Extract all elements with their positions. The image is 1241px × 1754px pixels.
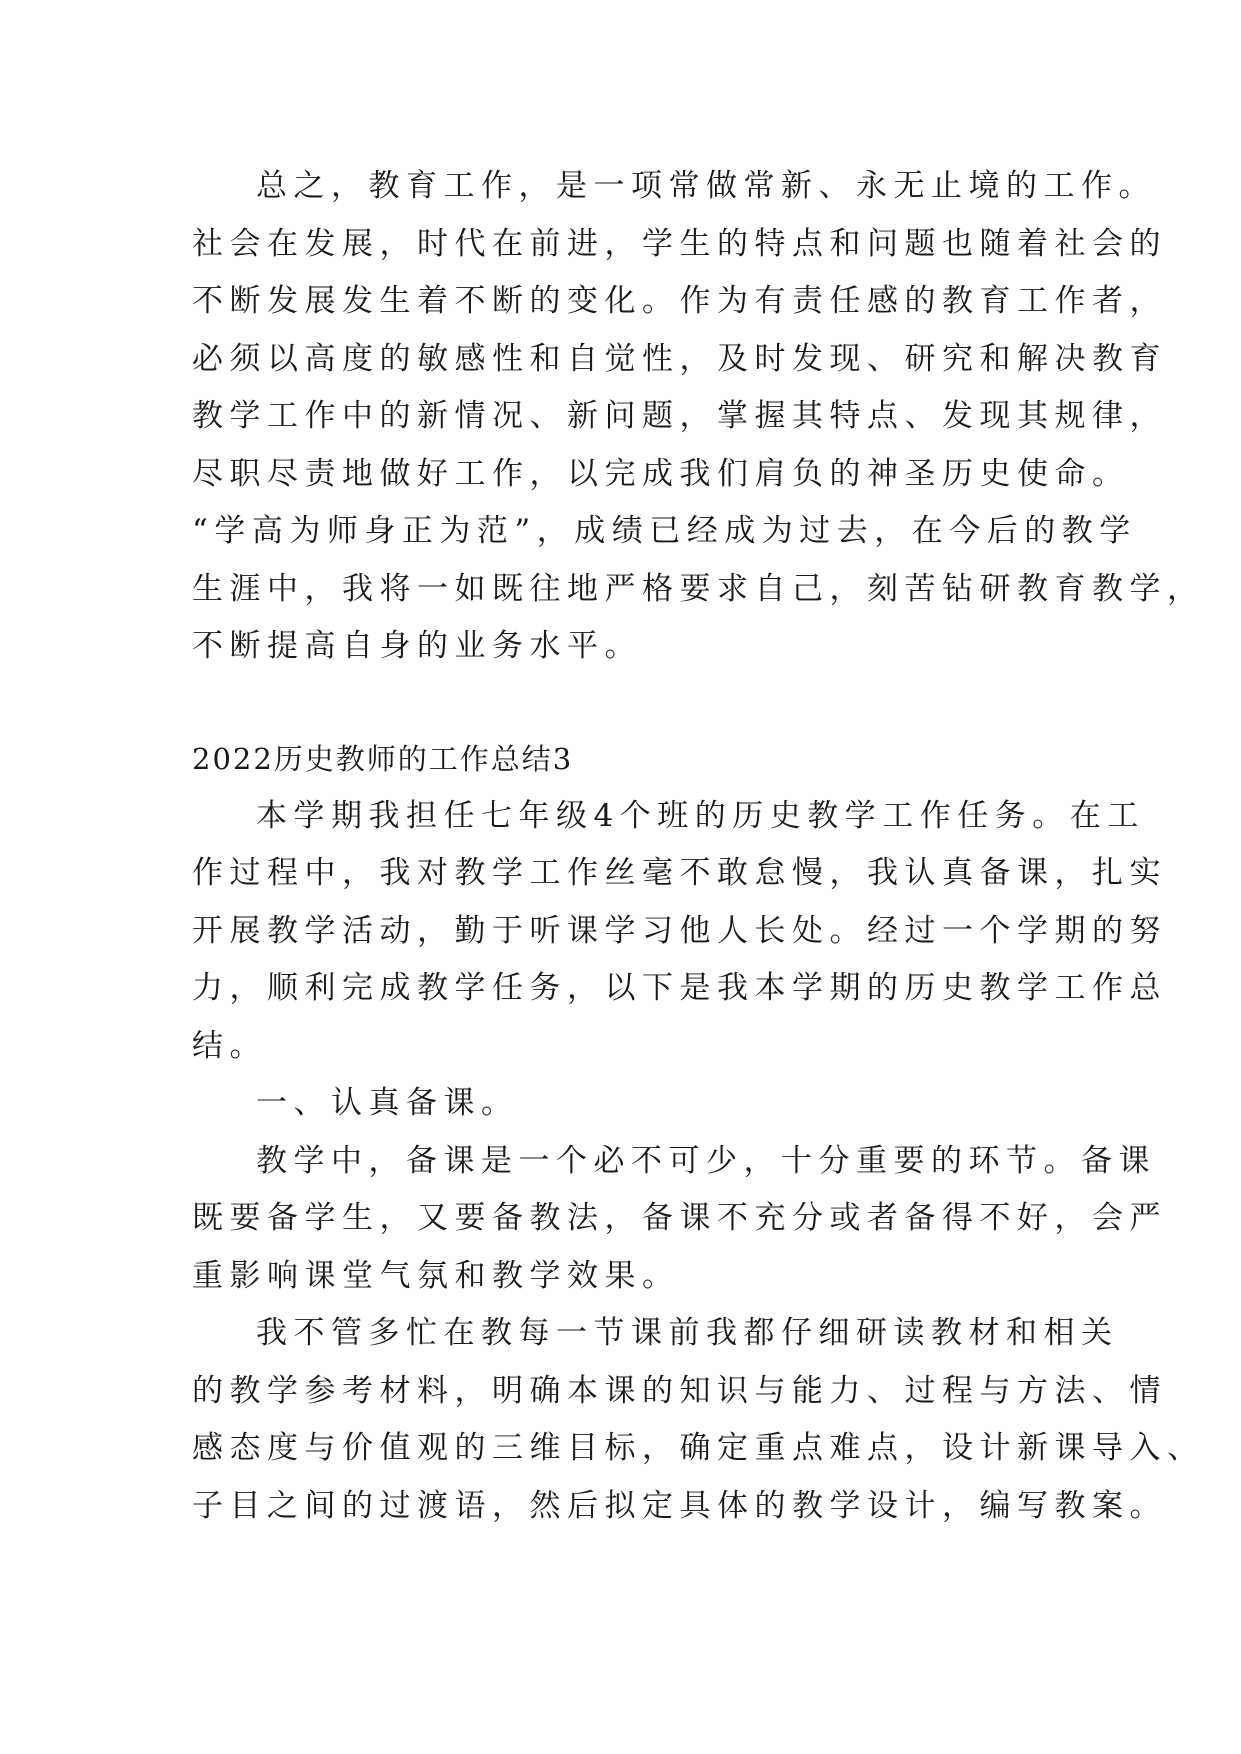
text-line: 生涯中，我将一如既往地严格要求自己，刻苦钻研教育教学， [192,570,1205,607]
paragraph-intro [192,788,1167,1076]
text-line: 总之，教育工作，是一项常做常新、永无止境的工作。 [256,168,1156,204]
text-line: 作过程中，我对教学工作丝毫不敢怠慢，我认真备课，扎实 [192,855,1167,891]
subsection-title [192,1075,1072,1133]
text-line: 开展教学活动，勤于听课学习他人长处。经过一个学期的努 [192,912,1167,949]
section-heading: 2022历史教师的工作总结3 [192,741,574,776]
text-line: 的教学参考材料，明确本课的知识与能力、过程与方法、情 [192,1372,1167,1409]
paragraph-lesson-study [192,1305,1205,1535]
text-line: 本学期我担任七年级4个班的历史教学工作任务。在工 [256,797,1145,834]
text-line: 必须以高度的敏感性和自觉性，及时发现、研究和解决教育 [192,340,1167,377]
text-line: 感态度与价值观的三维目标，确定重点难点，设计新课导入、 [192,1430,1205,1466]
text-line: 重影响课堂气氛和教学效果。 [192,1257,680,1294]
text-line: 不断发展发生着不断的变化。作为有责任感的教育工作者， [192,283,1167,319]
text-line: “学高为师身正为范”，成绩已经成为过去，在今后的教学 [192,513,1137,549]
document-body [192,158,1205,1535]
text-line: 社会在发展，时代在前进，学生的特点和问题也随着社会的 [192,225,1167,262]
text-line: 我不管多忙在教每一节课前我都仔细研读教材和相关 [256,1315,1119,1351]
text-line: 尽职尽责地做好工作，以完成我们肩负的神圣历史使命。 [192,455,1130,492]
text-line: 力，顺利完成教学任务，以下是我本学期的历史教学工作总 [192,970,1167,1006]
text-line: 教学工作中的新情况、新问题，掌握其特点、发现其规律， [192,398,1167,434]
text-line: 教学中，备课是一个必不可少，十分重要的环节。备课 [256,1142,1156,1179]
text-line: 子目之间的过渡语，然后拟定具体的教学设计，编写教案。 [192,1487,1167,1524]
paragraph-lesson-prep [192,1133,1167,1306]
text-line: 一、认真备课。 [256,1085,519,1121]
text-line: 既要备学生，又要备教法，备课不充分或者备得不好，会严 [192,1200,1167,1236]
paragraph-conclusion [192,158,1205,676]
text-line: 不断提高自身的业务水平。 [192,628,642,664]
text-line: 结。 [192,1027,267,1064]
spacer [192,676,1072,731]
